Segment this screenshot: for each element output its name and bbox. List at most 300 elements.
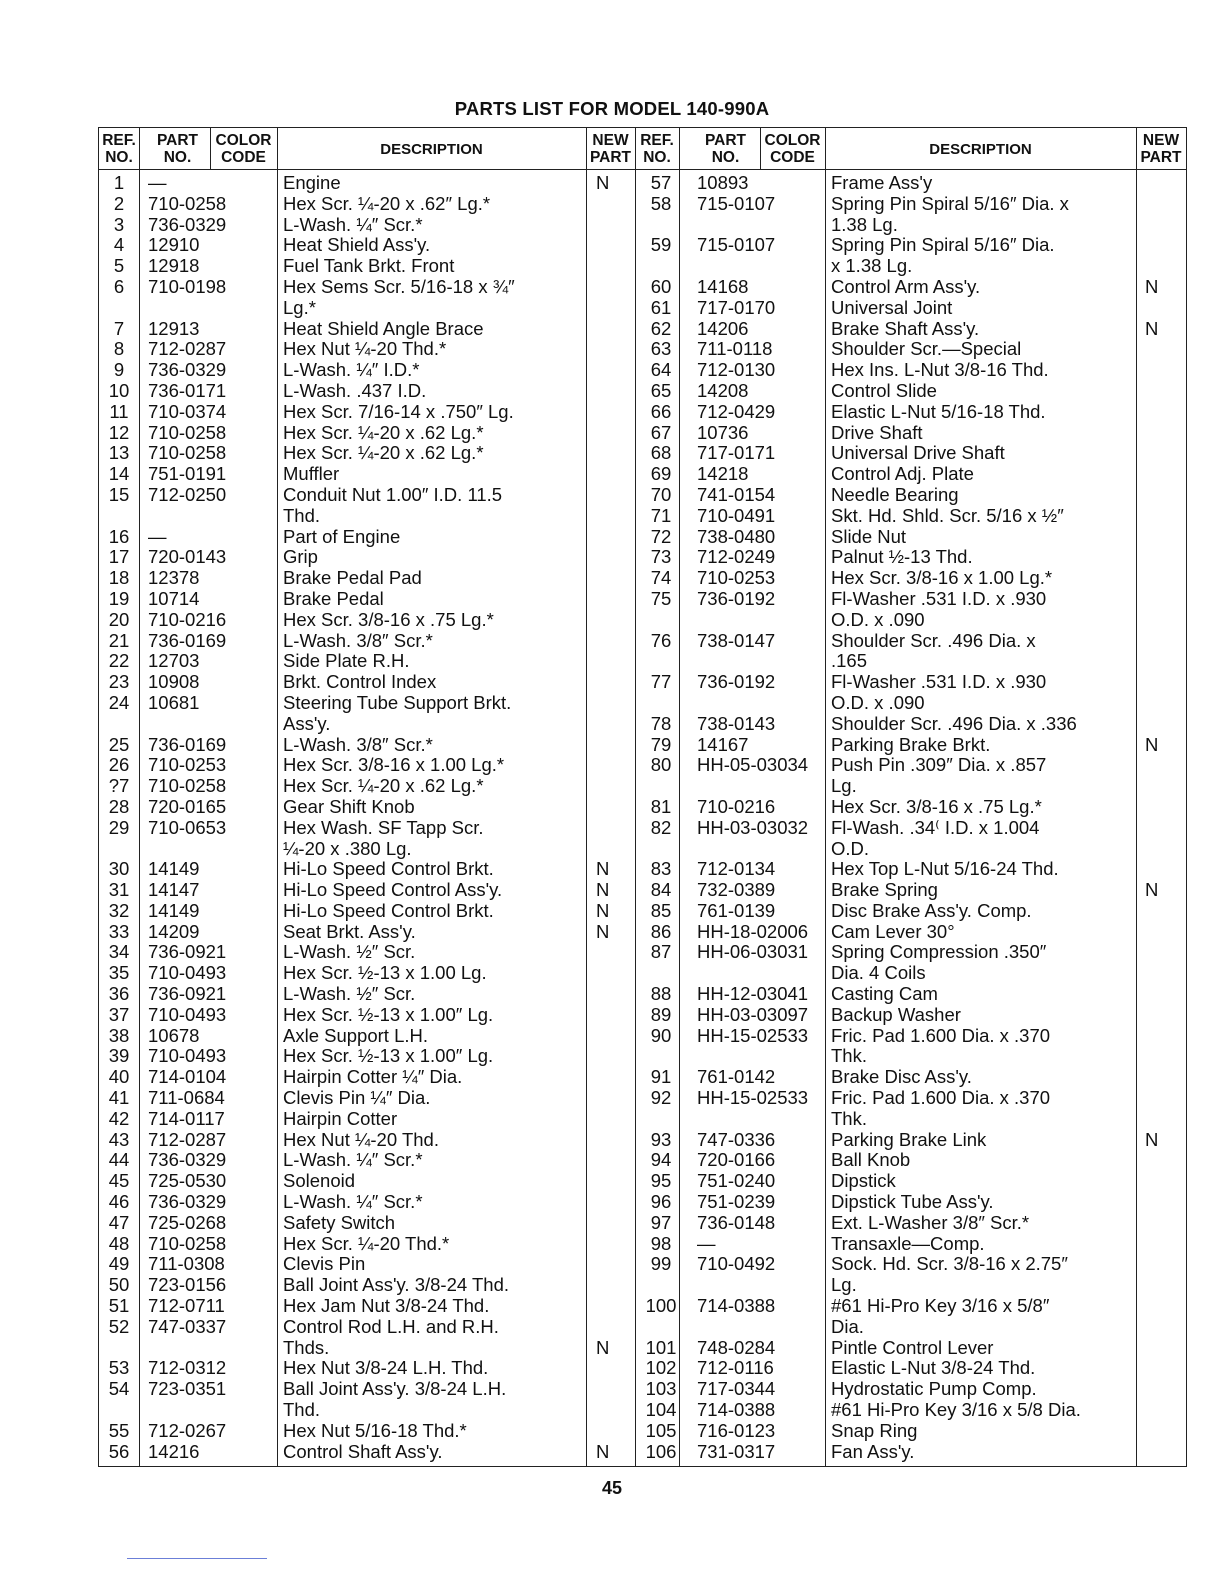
left-ref-no: 4 bbox=[113, 234, 125, 256]
left-ref-no: 17 bbox=[108, 546, 130, 568]
right-ref-no: 87 bbox=[650, 941, 672, 963]
table-row bbox=[99, 631, 1186, 652]
left-ref-no: 50 bbox=[108, 1274, 130, 1296]
header-part-line2: NO. bbox=[163, 149, 192, 166]
right-ref-no: 95 bbox=[650, 1170, 672, 1192]
right-ref-no: 98 bbox=[650, 1232, 672, 1254]
left-description: Ball Joint Ass'y. 3/8-24 L.H. bbox=[283, 1378, 507, 1400]
header-color-line2: CODE bbox=[221, 149, 266, 166]
right-part-no: 712-0116 bbox=[697, 1357, 774, 1379]
left-description: Hex Sems Scr. 5/16-18 x ¾″ bbox=[283, 275, 515, 297]
table-row bbox=[99, 651, 1186, 672]
left-part-no: 710-0216 bbox=[148, 608, 227, 630]
right-description: O.D. bbox=[831, 837, 870, 859]
table-row bbox=[99, 901, 1186, 922]
left-part-no: 710-0258 bbox=[148, 421, 227, 443]
right-description: Brake Spring bbox=[831, 879, 938, 901]
left-new-part: N bbox=[596, 172, 610, 193]
right-part-no: HH-18-02006 bbox=[697, 920, 809, 942]
table-row bbox=[99, 381, 1186, 402]
left-description: Hex Scr. ¼-20 x .62 Lg.* bbox=[283, 775, 484, 797]
right-part-no: HH-03-03032 bbox=[697, 816, 809, 838]
table-row bbox=[99, 402, 1186, 423]
left-ref-no: 31 bbox=[108, 879, 130, 901]
header-color-line1: COLOR bbox=[764, 132, 821, 149]
left-part-no: 711-0684 bbox=[148, 1087, 225, 1109]
right-part-no: 717-0171 bbox=[697, 442, 776, 464]
header-new-line1: NEW bbox=[592, 132, 629, 149]
left-ref-no: 18 bbox=[108, 567, 130, 589]
right-ref-no: 89 bbox=[650, 1003, 672, 1025]
left-ref-no: 13 bbox=[108, 442, 130, 464]
right-ref-no: 77 bbox=[650, 671, 672, 693]
left-description: Ass'y. bbox=[283, 712, 331, 734]
left-new-part: N bbox=[596, 879, 610, 901]
right-ref-no: 70 bbox=[650, 483, 672, 505]
right-ref-no: 62 bbox=[650, 317, 672, 339]
left-part-no: 747-0337 bbox=[148, 1315, 227, 1337]
table-row bbox=[99, 319, 1186, 340]
left-description: L-Wash. .437 I.D. bbox=[283, 379, 427, 401]
parts-table bbox=[98, 127, 1187, 1467]
right-part-no: 714-0388 bbox=[697, 1295, 776, 1317]
right-ref-no: 75 bbox=[650, 587, 672, 609]
table-row bbox=[99, 1192, 1186, 1213]
right-ref-no: 67 bbox=[650, 421, 672, 443]
header-color-code-right bbox=[760, 131, 825, 167]
right-description: Fan Ass'y. bbox=[831, 1440, 915, 1462]
right-new-part: N bbox=[1145, 275, 1159, 297]
table-row bbox=[99, 1088, 1186, 1109]
left-part-no: 12703 bbox=[148, 650, 200, 672]
right-description: Fl-Washer .531 I.D. x .930 bbox=[831, 671, 1047, 693]
table-row bbox=[99, 339, 1186, 360]
right-ref-no: 58 bbox=[650, 192, 672, 214]
header-part-line1: PART bbox=[156, 132, 199, 149]
right-ref-no: 71 bbox=[650, 504, 672, 526]
left-description: L-Wash. ¼″ Scr.* bbox=[283, 213, 423, 235]
right-part-no: HH-15-02533 bbox=[697, 1024, 809, 1046]
left-part-no: 725-0530 bbox=[148, 1170, 227, 1192]
table-row bbox=[99, 443, 1186, 464]
header-ref-line2: NO. bbox=[105, 149, 133, 166]
left-ref-no: 28 bbox=[108, 795, 130, 817]
right-ref-no: 93 bbox=[650, 1128, 672, 1150]
right-part-no: 710-0253 bbox=[697, 567, 776, 589]
left-part-no: 10714 bbox=[148, 587, 200, 609]
right-part-no: 710-0491 bbox=[697, 504, 776, 526]
left-part-no: 14149 bbox=[148, 899, 200, 921]
left-ref-no: 21 bbox=[108, 629, 130, 651]
left-part-no: 736-0921 bbox=[148, 941, 227, 963]
left-part-no: 710-0198 bbox=[148, 275, 227, 297]
right-description: Disc Brake Ass'y. Comp. bbox=[831, 899, 1032, 921]
left-description: Hairpin Cotter bbox=[283, 1107, 398, 1129]
left-description: Hex Scr. 7/16-14 x .750″ Lg. bbox=[283, 400, 514, 422]
left-description: Hex Scr. 3/8-16 x .75 Lg.* bbox=[283, 608, 494, 630]
left-description: Lg.* bbox=[283, 296, 316, 318]
left-ref-no: 24 bbox=[108, 691, 130, 713]
left-part-no: 710-0258 bbox=[148, 775, 227, 797]
left-ref-no: 41 bbox=[108, 1087, 130, 1109]
left-part-no: 736-0171 bbox=[148, 379, 227, 401]
right-description: #61 Hi-Pro Key 3/16 x 5/8 Dia. bbox=[831, 1399, 1081, 1421]
right-part-no: HH-15-02533 bbox=[697, 1087, 809, 1109]
left-description: Hex Jam Nut 3/8-24 Thd. bbox=[283, 1295, 490, 1317]
right-part-no: 14208 bbox=[697, 379, 749, 401]
left-ref-no: 53 bbox=[108, 1357, 130, 1379]
left-ref-no: 29 bbox=[108, 816, 130, 838]
left-description: Side Plate R.H. bbox=[283, 650, 410, 672]
left-ref-no: 49 bbox=[108, 1253, 130, 1275]
right-description: Frame Ass'y bbox=[831, 172, 933, 193]
left-description: L-Wash. ¼″ I.D.* bbox=[283, 359, 420, 381]
left-part-no: 714-0104 bbox=[148, 1066, 227, 1088]
table-row bbox=[99, 589, 1186, 610]
left-ref-no: 16 bbox=[108, 525, 130, 547]
right-description: Spring Pin Spiral 5/16″ Dia. bbox=[831, 234, 1055, 256]
left-description: Hi-Lo Speed Control Brkt. bbox=[283, 899, 494, 921]
right-description: Spring Pin Spiral 5/16″ Dia. x bbox=[831, 192, 1069, 214]
left-part-no: 12918 bbox=[148, 255, 200, 277]
right-ref-no: 64 bbox=[650, 359, 672, 381]
right-description: Dipstick bbox=[831, 1170, 896, 1192]
table-row bbox=[99, 194, 1186, 215]
right-ref-no: 65 bbox=[650, 379, 672, 401]
right-new-part: N bbox=[1145, 1128, 1159, 1150]
table-row bbox=[99, 1171, 1186, 1192]
table-row bbox=[99, 527, 1186, 548]
left-description: Engine bbox=[283, 172, 341, 193]
left-ref-no: 54 bbox=[108, 1378, 130, 1400]
left-description: Part of Engine bbox=[283, 525, 401, 547]
left-description: Hex Wash. SF Tapp Scr. bbox=[283, 816, 484, 838]
table-row bbox=[99, 547, 1186, 568]
left-part-no: 710-0493 bbox=[148, 962, 227, 984]
left-description: Hex Scr. ½-13 x 1.00″ Lg. bbox=[283, 1045, 494, 1067]
left-part-no: 710-0253 bbox=[148, 754, 227, 776]
right-new-part: N bbox=[1145, 733, 1159, 755]
right-description: Parking Brake Link bbox=[831, 1128, 987, 1150]
right-description: 1.38 Lg. bbox=[831, 213, 898, 235]
left-part-no: 712-0287 bbox=[148, 1128, 227, 1150]
table-row bbox=[99, 1026, 1186, 1047]
left-part-no: 712-0287 bbox=[148, 338, 227, 360]
left-description: Hex Nut ¼-20 Thd.* bbox=[283, 338, 447, 360]
left-description: Hex Scr. ¼-20 x .62 Lg.* bbox=[283, 421, 484, 443]
right-part-no: 715-0107 bbox=[697, 234, 776, 256]
right-description: Hex Ins. L-Nut 3/8-16 Thd. bbox=[831, 359, 1049, 381]
right-part-no: 714-0388 bbox=[697, 1399, 776, 1421]
right-description: Elastic L-Nut 5/16-18 Thd. bbox=[831, 400, 1046, 422]
table-row bbox=[99, 1296, 1186, 1317]
right-part-no: 10736 bbox=[697, 421, 749, 443]
left-ref-no: 33 bbox=[108, 920, 130, 942]
right-description: Universal Joint bbox=[831, 296, 953, 318]
left-description: Thd. bbox=[283, 504, 321, 526]
left-part-no: 14147 bbox=[148, 879, 200, 901]
right-description: Elastic L-Nut 3/8-24 Thd. bbox=[831, 1357, 1036, 1379]
right-description: x 1.38 Lg. bbox=[831, 255, 913, 277]
left-ref-no: 19 bbox=[108, 587, 130, 609]
table-row bbox=[99, 755, 1186, 776]
table-row bbox=[99, 1213, 1186, 1234]
left-description: L-Wash. 3/8″ Scr.* bbox=[283, 733, 433, 755]
header-new-part-right bbox=[1136, 131, 1186, 167]
right-part-no: 761-0139 bbox=[697, 899, 776, 921]
left-ref-no: 25 bbox=[108, 733, 130, 755]
table-row bbox=[99, 942, 1186, 963]
right-ref-no: 74 bbox=[650, 567, 672, 589]
left-description: Hex Scr. ¼-20 Thd.* bbox=[283, 1232, 450, 1254]
left-new-part: N bbox=[596, 1336, 610, 1358]
right-part-no: 731-0317 bbox=[697, 1440, 776, 1462]
header-ref-no-right bbox=[635, 131, 679, 167]
right-part-no: 711-0118 bbox=[697, 338, 773, 360]
left-ref-no: 2 bbox=[113, 192, 125, 214]
right-part-no: 14218 bbox=[697, 463, 749, 485]
right-ref-no: 81 bbox=[650, 795, 672, 817]
left-part-no: 10908 bbox=[148, 671, 200, 693]
left-part-no: 720-0143 bbox=[148, 546, 227, 568]
right-part-no: 747-0336 bbox=[697, 1128, 776, 1150]
right-description: Brake Shaft Ass'y. bbox=[831, 317, 980, 339]
table-row bbox=[99, 215, 1186, 236]
left-ref-no: 26 bbox=[108, 754, 130, 776]
left-ref-no: 43 bbox=[108, 1128, 130, 1150]
table-row bbox=[99, 1338, 1186, 1359]
right-part-no: 710-0492 bbox=[697, 1253, 776, 1275]
left-part-no: 736-0921 bbox=[148, 983, 227, 1005]
left-description: Control Rod L.H. and R.H. bbox=[283, 1315, 499, 1337]
left-new-part: N bbox=[596, 1440, 610, 1462]
header-description-label: DESCRIPTION bbox=[380, 140, 483, 158]
left-ref-no: 55 bbox=[108, 1419, 130, 1441]
right-part-no: 751-0240 bbox=[697, 1170, 776, 1192]
table-row bbox=[99, 1442, 1186, 1463]
right-description: Shoulder Scr. .496 Dia. x bbox=[831, 629, 1036, 651]
right-ref-no: 76 bbox=[650, 629, 672, 651]
right-ref-no: 96 bbox=[650, 1191, 672, 1213]
right-ref-no: 91 bbox=[650, 1066, 672, 1088]
table-row bbox=[99, 984, 1186, 1005]
left-part-no: 736-0329 bbox=[148, 1149, 227, 1171]
table-row bbox=[99, 1005, 1186, 1026]
header-new-line2: PART bbox=[589, 149, 632, 166]
right-part-no: 14167 bbox=[697, 733, 749, 755]
left-part-no: 14149 bbox=[148, 858, 200, 880]
left-description: Safety Switch bbox=[283, 1211, 396, 1233]
right-part-no: 716-0123 bbox=[697, 1419, 776, 1441]
header-description bbox=[277, 131, 586, 167]
footer-rule bbox=[127, 1558, 267, 1559]
left-description: Axle Support L.H. bbox=[283, 1024, 428, 1046]
right-part-no: 712-0134 bbox=[697, 858, 776, 880]
right-description: Skt. Hd. Shld. Scr. 5/16 x ½″ bbox=[831, 504, 1064, 526]
left-ref-no: 11 bbox=[109, 400, 129, 422]
right-part-no: 14168 bbox=[697, 275, 749, 297]
left-part-no: 720-0165 bbox=[148, 795, 227, 817]
left-part-no: 736-0329 bbox=[148, 1191, 227, 1213]
table-row bbox=[99, 256, 1186, 277]
right-description: Dia. bbox=[831, 1315, 864, 1337]
left-part-no: 14209 bbox=[148, 920, 200, 942]
right-part-no: 717-0344 bbox=[697, 1378, 776, 1400]
right-part-no: — bbox=[697, 1232, 716, 1254]
right-part-no: 736-0192 bbox=[697, 587, 776, 609]
right-ref-no: 79 bbox=[650, 733, 672, 755]
table-row bbox=[99, 506, 1186, 527]
header-ref-line1: REF. bbox=[640, 132, 674, 149]
table-row bbox=[99, 1067, 1186, 1088]
left-description: Fuel Tank Brkt. Front bbox=[283, 255, 455, 277]
left-description: Hi-Lo Speed Control Brkt. bbox=[283, 858, 494, 880]
left-description: Steering Tube Support Brkt. bbox=[283, 691, 512, 713]
left-ref-no: 34 bbox=[108, 941, 130, 963]
right-description: Control Slide bbox=[831, 379, 937, 401]
left-ref-no: 10 bbox=[108, 379, 130, 401]
left-part-no: 710-0493 bbox=[148, 1045, 227, 1067]
left-part-no: 714-0117 bbox=[148, 1107, 225, 1129]
right-new-part: N bbox=[1145, 879, 1159, 901]
left-part-no: 725-0268 bbox=[148, 1211, 227, 1233]
table-row bbox=[99, 735, 1186, 756]
right-ref-no: 100 bbox=[645, 1295, 677, 1317]
right-description: Shoulder Scr. .496 Dia. x .336 bbox=[831, 712, 1077, 734]
table-row bbox=[99, 1379, 1186, 1400]
left-description: Heat Shield Ass'y. bbox=[283, 234, 431, 256]
left-ref-no: 38 bbox=[108, 1024, 130, 1046]
left-ref-no: 40 bbox=[108, 1066, 130, 1088]
right-ref-no: 78 bbox=[650, 712, 672, 734]
right-description: Hex Scr. 3/8-16 x .75 Lg.* bbox=[831, 795, 1042, 817]
right-ref-no: 102 bbox=[645, 1357, 677, 1379]
right-ref-no: 60 bbox=[650, 275, 672, 297]
header-new-line1: NEW bbox=[1142, 132, 1180, 149]
right-description: Fl-Wash. .34⁽ I.D. x 1.004 bbox=[831, 816, 1040, 838]
left-description: Seat Brkt. Ass'y. bbox=[283, 920, 416, 942]
table-row bbox=[99, 1421, 1186, 1442]
table-row bbox=[99, 610, 1186, 631]
left-ref-no: 36 bbox=[108, 983, 130, 1005]
left-ref-no: 15 bbox=[108, 483, 130, 505]
table-row bbox=[99, 464, 1186, 485]
left-description: Thds. bbox=[283, 1336, 330, 1358]
left-description: Thd. bbox=[283, 1399, 321, 1421]
table-row bbox=[99, 360, 1186, 381]
right-ref-no: 92 bbox=[650, 1087, 672, 1109]
right-part-no: 751-0239 bbox=[697, 1191, 776, 1213]
left-ref-no: 30 bbox=[108, 858, 130, 880]
right-part-no: 761-0142 bbox=[697, 1066, 776, 1088]
left-description: Control Shaft Ass'y. bbox=[283, 1440, 443, 1462]
right-ref-no: 72 bbox=[650, 525, 672, 547]
header-part-no bbox=[145, 131, 210, 167]
header-new-line2: PART bbox=[1140, 149, 1182, 166]
left-part-no: 712-0250 bbox=[148, 483, 227, 505]
right-part-no: 741-0154 bbox=[697, 483, 776, 505]
right-part-no: 712-0130 bbox=[697, 359, 776, 381]
table-row bbox=[99, 1150, 1186, 1171]
page-title: PARTS LIST FOR MODEL 140-990A bbox=[454, 98, 770, 119]
left-description: Solenoid bbox=[283, 1170, 356, 1192]
left-new-part: N bbox=[596, 920, 610, 942]
right-description: Fl-Washer .531 I.D. x .930 bbox=[831, 587, 1047, 609]
left-ref-no: 7 bbox=[113, 317, 125, 339]
left-ref-no: 35 bbox=[108, 962, 130, 984]
left-ref-no: 1 bbox=[113, 172, 125, 193]
left-description: L-Wash. ¼″ Scr.* bbox=[283, 1149, 423, 1171]
header-ref-no bbox=[99, 131, 139, 167]
right-description: Control Adj. Plate bbox=[831, 463, 974, 485]
table-row bbox=[99, 235, 1186, 256]
table-row bbox=[99, 797, 1186, 818]
header-ref-line1: REF. bbox=[102, 132, 136, 149]
left-ref-no: 39 bbox=[108, 1045, 130, 1067]
left-ref-no: 22 bbox=[108, 650, 130, 672]
left-ref-no: 51 bbox=[108, 1295, 130, 1317]
table-row bbox=[99, 1130, 1186, 1151]
right-ref-no: 73 bbox=[650, 546, 672, 568]
right-ref-no: 99 bbox=[650, 1253, 672, 1275]
left-ref-no: 47 bbox=[108, 1211, 130, 1233]
table-row bbox=[99, 922, 1186, 943]
left-part-no: 710-0258 bbox=[148, 192, 227, 214]
right-description: Hex Top L-Nut 5/16-24 Thd. bbox=[831, 858, 1059, 880]
right-ref-no: 68 bbox=[650, 442, 672, 464]
right-part-no: HH-05-03034 bbox=[697, 754, 809, 776]
table-row bbox=[99, 568, 1186, 589]
right-description: Thk. bbox=[831, 1045, 867, 1067]
header-description-right bbox=[825, 131, 1136, 167]
header-part-no-right bbox=[691, 131, 760, 167]
left-description: L-Wash. ½″ Scr. bbox=[283, 983, 416, 1005]
right-part-no: 720-0166 bbox=[697, 1149, 776, 1171]
table-row bbox=[99, 880, 1186, 901]
table-row bbox=[99, 173, 1186, 194]
table-row bbox=[99, 1046, 1186, 1067]
table-row bbox=[99, 298, 1186, 319]
left-ref-no: 23 bbox=[108, 671, 130, 693]
right-description: #61 Hi-Pro Key 3/16 x 5/8″ bbox=[831, 1295, 1050, 1317]
header-ref-line2: NO. bbox=[643, 149, 671, 166]
header-color-line2: CODE bbox=[770, 149, 815, 166]
table-row bbox=[99, 1400, 1186, 1421]
right-part-no: 10893 bbox=[697, 172, 749, 193]
left-description: Hex Nut 5/16-18 Thd.* bbox=[283, 1419, 467, 1441]
table-row bbox=[99, 1275, 1186, 1296]
right-part-no: 738-0143 bbox=[697, 712, 776, 734]
table-row bbox=[99, 839, 1186, 860]
left-ref-no: 46 bbox=[108, 1191, 130, 1213]
left-ref-no: 8 bbox=[113, 338, 125, 360]
right-ref-no: 84 bbox=[650, 879, 672, 901]
table-row bbox=[99, 859, 1186, 880]
left-description: Hex Nut ¼-20 Thd. bbox=[283, 1128, 439, 1150]
right-ref-no: 103 bbox=[645, 1378, 677, 1400]
right-ref-no: 82 bbox=[650, 816, 672, 838]
left-description: Brake Pedal Pad bbox=[283, 567, 422, 589]
table-row bbox=[99, 423, 1186, 444]
right-description: Hex Scr. 3/8-16 x 1.00 Lg.* bbox=[831, 567, 1053, 589]
left-part-no: 10681 bbox=[148, 691, 200, 713]
right-part-no: 736-0148 bbox=[697, 1211, 776, 1233]
left-part-no: 710-0374 bbox=[148, 400, 227, 422]
left-ref-no: ?7 bbox=[108, 775, 130, 797]
right-description: Push Pin .309″ Dia. x .857 bbox=[831, 754, 1047, 776]
right-ref-no: 101 bbox=[645, 1336, 677, 1358]
left-part-no: 712-0267 bbox=[148, 1419, 227, 1441]
